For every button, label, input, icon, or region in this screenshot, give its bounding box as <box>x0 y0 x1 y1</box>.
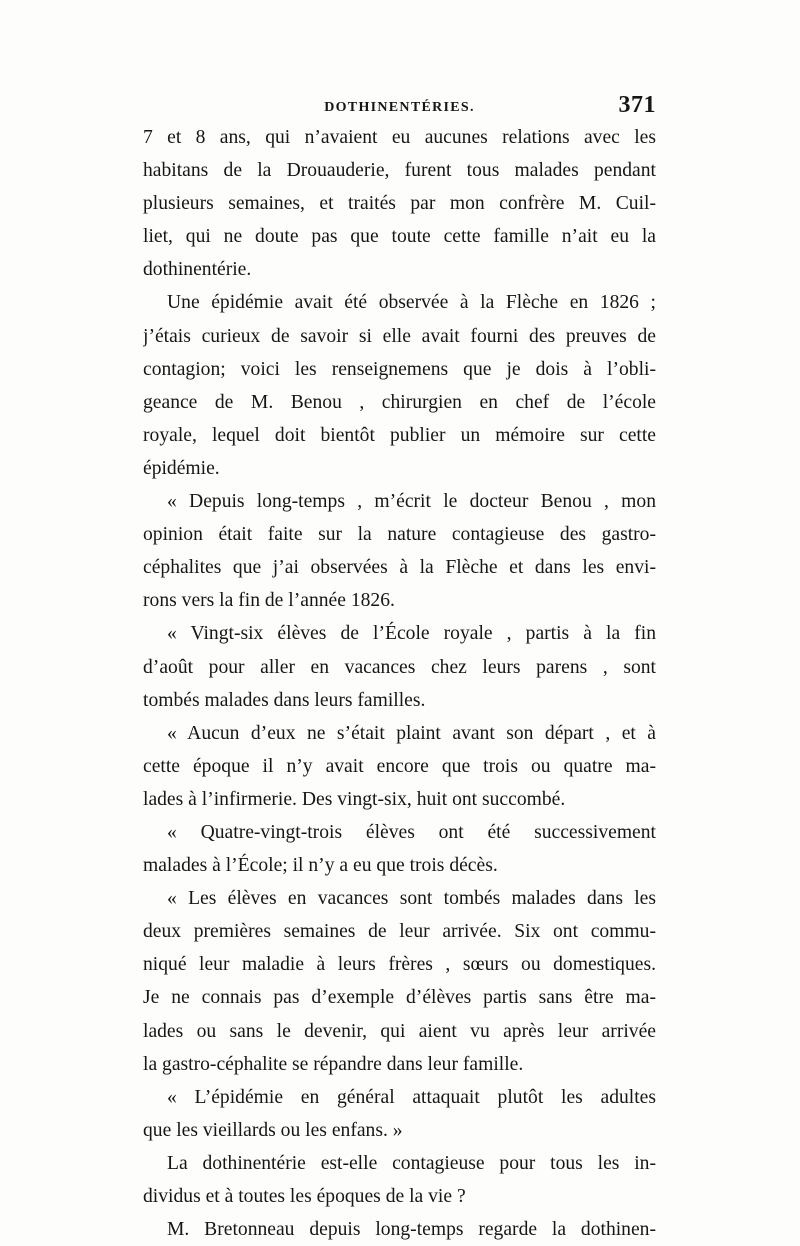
text-line: M. Bretonneau depuis long-temps regarde la dothinen- <box>167 1219 656 1241</box>
text-line: d’août pour aller en vacances chez leurs parens , sont <box>143 656 656 678</box>
text-line: geance de M. Benou , chirurgien en chef de l’école <box>143 391 656 413</box>
text-line: malades à l’École; il n’y a eu que trois décès. <box>143 855 498 877</box>
text-line: j’étais curieux de savoir si elle avait fourni des preuves de <box>143 325 656 347</box>
running-title: DOTHINENTÉRIES. <box>324 100 475 115</box>
page-number: 371 <box>618 92 656 118</box>
text-line: « Depuis long-temps , m’écrit le docteur Benou , mon <box>167 491 656 513</box>
text-line: Je ne connais pas d’exemple d’élèves partis sans être ma- <box>143 987 656 1009</box>
text-line: Une épidémie avait été observée à la Flèche en 1826 ; <box>167 292 656 314</box>
text-line: lades ou sans le devenir, qui aient vu après leur arrivée <box>143 1020 656 1042</box>
text-line: « Les élèves en vacances sont tombés malades dans les <box>167 888 656 910</box>
text-line: « Quatre-vingt-trois élèves ont été successivement <box>167 821 656 843</box>
text-line: cette époque il n’y avait encore que trois ou quatre ma- <box>143 755 656 777</box>
text-line: La dothinentérie est-elle contagieuse pour tous les in- <box>167 1152 656 1174</box>
text-line: dividus et à toutes les époques de la vie ? <box>143 1186 466 1207</box>
text-line: que les vieillards ou les enfans. » <box>143 1119 403 1141</box>
text-line: plusieurs semaines, et traités par mon confrère M. Cuil- <box>143 193 656 215</box>
body-text <box>143 121 656 1246</box>
text-line: tombés malades dans leurs familles. <box>143 689 426 711</box>
text-line: « Aucun d’eux ne s’était plaint avant son départ , et à <box>167 722 656 744</box>
text-line: épidémie. <box>143 457 220 479</box>
text-line: céphalites que j’ai observées à la Flèche et dans les envi- <box>143 557 656 579</box>
text-line: « Vingt-six élèves de l’École royale , partis à la fin <box>167 623 656 645</box>
text-line: liet, qui ne doute pas que toute cette famille n’ait eu la <box>143 226 656 248</box>
text-line: la gastro-céphalite se répandre dans leur famille. <box>143 1053 524 1075</box>
text-line: dothinentérie. <box>143 259 252 281</box>
text-line: habitans de la Drouauderie, furent tous malades pendant <box>143 160 656 182</box>
text-line: contagion; voici les renseignemens que je dois à l’obli- <box>143 358 656 380</box>
text-line: « L’épidémie en général attaquait plutôt les adultes <box>167 1086 656 1108</box>
text-line: niqué leur maladie à leurs frères , sœurs ou domestiques. <box>143 954 656 976</box>
text-line: deux premières semaines de leur arrivée. Six ont commu- <box>143 921 656 943</box>
text-line: lades à l’infirmerie. Des vingt-six, huit ont succombé. <box>143 788 566 810</box>
text-line: royale, lequel doit bientôt publier un mémoire sur cette <box>143 424 656 446</box>
text-line: rons vers la fin de l’année 1826. <box>143 590 395 612</box>
text-line: opinion était faite sur la nature contagieuse des gastro- <box>143 524 656 546</box>
running-head <box>143 90 656 120</box>
text-line: 7 et 8 ans, qui n’avaient eu aucunes relations avec les <box>143 127 656 148</box>
